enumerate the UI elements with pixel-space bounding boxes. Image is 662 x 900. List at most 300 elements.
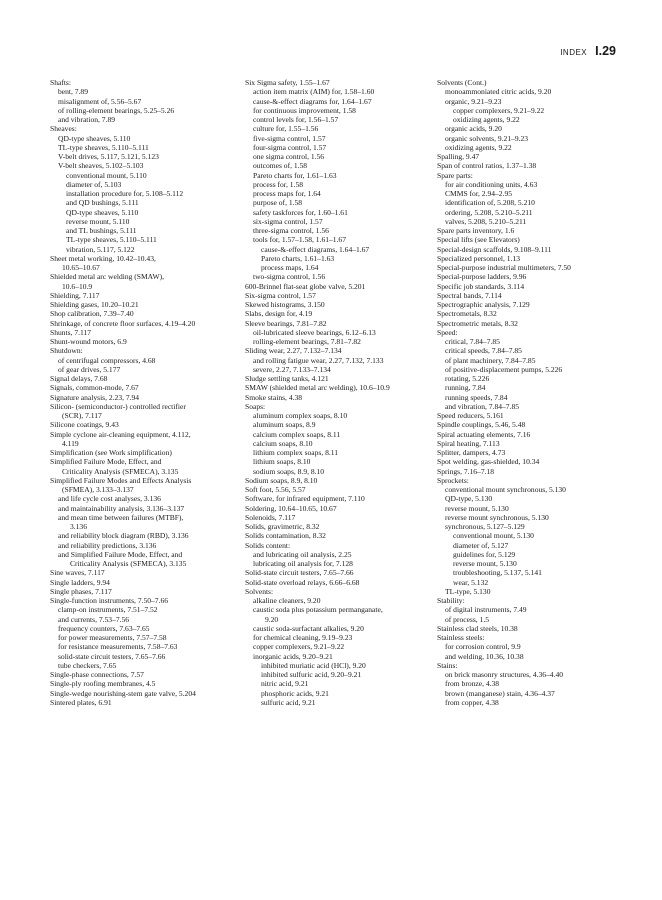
index-entry [245,97,435,106]
index-entry [245,383,435,392]
index-entry-text: running speeds, 7.84 [445,392,508,402]
index-entry-text: QD-type sheaves, 5.110 [66,207,139,217]
index-entry-text: identification of, 5.208, 5.210 [445,198,535,208]
index-entry [50,365,240,374]
index-entry [245,337,435,346]
index-entry [437,245,627,254]
index-entry [50,300,240,309]
index-entry-text: organic solvents, 9.21–9.23 [445,133,529,143]
index-entry [437,282,627,291]
index-entry-continuation: 9.20 [265,614,279,624]
index-entry-text: of plant machinery, 7.84–7.85 [445,355,536,365]
index-entry-text: Single phases, 7.117 [50,586,112,596]
index-entry [50,633,240,642]
index-entry [245,282,435,291]
index-entry-text: of digital instruments, 7.49 [445,605,527,615]
index-entry [437,402,627,411]
index-entry [437,319,627,328]
running-header [560,44,616,58]
index-entry [245,689,435,698]
index-entry [245,106,435,115]
index-entry-text: 600-Brinnel flat-seat globe valve, 5.201 [245,281,366,291]
index-entry [245,124,435,133]
index-entry [245,568,435,577]
index-entry [437,642,627,651]
index-entry [437,522,627,531]
index-entry [245,152,435,161]
index-entry [50,328,240,337]
index-entry-text: Solenoids, 7.117 [245,512,296,522]
index-entry [437,180,627,189]
index-entry [245,254,435,263]
index-entry [245,652,435,661]
index-entry-text: nitric acid, 9.21 [261,679,309,689]
index-entry-text: and reliability block diagram (RBD), 3.136 [58,531,189,541]
index-entry-text: Sleeve bearings, 7.81–7.82 [245,318,327,328]
index-entry-text: QD-type, 5.130 [445,494,493,504]
index-entry [50,513,240,532]
index-entry [50,319,240,328]
index-entry [437,485,627,494]
index-entry [245,411,435,420]
index-entry [245,300,435,309]
index-entry [437,559,627,568]
index-entry-text: Stainless steels: [437,633,485,642]
index-entry [50,235,240,244]
index-entry-text: Sheet metal working, 10.42–10.43, [50,253,156,263]
index-entry-text: one sigma control, 1.56 [253,152,325,161]
index-entry-text: tube checkers, 7.65 [58,660,117,670]
index-entry [437,217,627,226]
index-entry [50,476,240,495]
index-entry-text: Splitter, dampers, 4.73 [437,448,506,457]
index-entry-text: Shielding gases, 10.20–10.21 [50,300,139,309]
index-entry-continuation: 3.136 [70,522,87,531]
index-entry [245,319,435,328]
index-entry-text: Spiral heating, 7.113 [437,438,500,448]
index-entry-text: culture for, 1.55–1.56 [253,124,319,134]
index-entry-text: Soft foot, 5.56, 5.57 [245,485,306,494]
index-column-2 [245,78,435,707]
index-entry-text: oxidizing agents, 9.22 [453,115,520,124]
index-entry-text: cause-&-effect diagrams, 1.64–1.67 [261,244,370,254]
index-entry [50,642,240,651]
index-entry-text: clamp-on instruments, 7.51–7.52 [58,605,158,615]
index-entry [437,457,627,466]
index-entry [437,467,627,476]
index-entry [437,300,627,309]
index-entry-text: reverse mount, 5.130 [453,559,517,568]
index-entry-text: and welding, 10.36, 10.38 [445,651,524,661]
index-entry [245,208,435,217]
index-entry [50,661,240,670]
index-entry [50,97,240,106]
index-entry-text: CMMS for, 2.94–2.95 [445,189,512,198]
index-entry-text: guidelines for, 5.129 [453,549,516,559]
index-entry [245,550,435,559]
index-entry-text: Shunts, 7.117 [50,327,92,337]
index-entry-text: Solvents (Cont.) [437,78,487,87]
index-entry [245,365,435,374]
index-entry-text: Solids, gravimetric, 8.32 [245,522,320,531]
index-entry-text: Six Sigma safety, 1.55–1.67 [245,78,330,87]
index-entry [245,143,435,152]
index-entry [50,670,240,679]
index-entry-text: of gear drives, 5.177 [58,364,121,374]
index-entry-text: Smoke stains, 4.38 [245,392,303,402]
index-entry-text: SMAW (shielded metal arc welding), 10.6–10.9 [245,383,390,393]
index-entry-text: Special-purpose ladders, 9.96 [437,272,527,282]
index-entry [50,291,240,300]
index-entry-text: Pareto charts, 1.61–1.63 [261,253,335,263]
index-entry [50,596,240,605]
index-entry [50,124,240,133]
index-entry-text: Signal delays, 7.68 [50,374,108,383]
index-entry-text: Shunt-wound motors, 6.9 [50,337,127,346]
index-entry-text: safety taskforces for, 1.60–1.61 [253,207,348,217]
index-entry-text: of process, 1.5 [445,614,490,624]
index-entry-text: Solids content: [245,540,291,550]
index-entry [245,559,435,568]
index-entry-text: Spectrometals, 8.32 [437,309,497,319]
index-entry [245,171,435,180]
index-entry [437,661,627,670]
index-entry-text: for power measurements, 7.57–7.58 [58,633,167,642]
index-entry [437,420,627,429]
index-entry [245,448,435,457]
index-entry-text: five-sigma control, 1.57 [253,133,326,143]
index-entry-text: outcomes of, 1.58 [253,161,308,171]
index-entry-text: Signature analysis, 2.23, 7.94 [50,392,140,402]
index-entry [437,541,627,550]
index-entry [245,180,435,189]
index-entry [437,272,627,281]
index-entry [50,171,240,180]
index-entry-text: V-belt drives, 5.117, 5.121, 5.123 [58,152,159,161]
index-entry-text: and life cycle cost analyses, 3.136 [58,494,161,504]
index-entry-text: Speed: [437,327,458,337]
index-entry-text: Sodium soaps, 8.9, 8.10 [245,475,318,485]
index-entry [245,198,435,207]
index-entry [245,531,435,540]
index-entry-text: reverse mount, 5.110 [66,216,130,226]
index-entry [437,208,627,217]
index-entry [50,383,240,392]
index-entry [437,124,627,133]
index-entry [245,642,435,651]
index-entry [245,661,435,670]
index-entry-text: Spot welding, gas-shielded, 10.34 [437,457,540,467]
index-entry-text: and rolling fatigue wear, 2.27, 7.132, 7.133 [253,355,384,365]
index-entry [245,134,435,143]
index-entry-text: frequency counters, 7.63–7.65 [58,623,150,633]
index-entry-text: critical, 7.84–7.85 [445,337,500,346]
index-entry-text: of positive-displacement pumps, 5.226 [445,364,563,374]
index-entry [437,337,627,346]
index-entry-text: phosphoric acids, 9.21 [261,688,329,698]
index-entry [50,161,240,170]
index-entry-text: sodium soaps, 8.9, 8.10 [253,466,325,476]
index-entry-text: Sheaves: [50,124,77,134]
index-entry [437,328,627,337]
index-entry [245,494,435,503]
index-entry-text: Shielded metal arc welding (SMAW), [50,272,165,282]
index-entry [50,587,240,596]
index-entry-text: sulfuric acid, 9.21 [261,697,316,707]
index-entry-continuation: (SCR), 7.117 [62,411,102,420]
index-entry-continuation: Criticality Analysis (SFMECA), 3.135 [62,466,179,476]
index-entry [437,87,627,96]
index-entry [437,97,627,106]
index-entry [50,87,240,96]
index-entry [50,106,240,115]
index-entry [437,254,627,263]
index-entry-text: copper complexers, 9.21–9.22 [453,105,545,115]
index-entry-text: alkaline cleaners, 9.20 [253,596,321,605]
index-entry [50,152,240,161]
index-entry-text: valves, 5.208, 5.210–5.211 [445,216,527,226]
index-entry-text: misalignment of, 5.56–5.67 [58,96,142,106]
index-entry [437,161,627,170]
index-entry [245,272,435,281]
index-entry-text: Single-wedge nourishing-stem gate valve, 5.204 [50,688,196,698]
index-entry [245,504,435,513]
index-entry-text: Single-phase connections, 7.57 [50,670,144,679]
index-entry-text: TL-type, 5.130 [445,586,491,596]
index-entry [245,87,435,96]
index-entry-text: Shop calibration, 7.39–7.40 [50,309,134,319]
index-entry-text: inorganic acids, 9.20–9.21 [253,651,333,661]
index-entry [50,494,240,503]
index-entry [50,115,240,124]
index-entry [245,698,435,707]
index-entry [437,568,627,577]
index-entry-text: conventional mount, 5.110 [66,170,147,180]
index-entry [50,272,240,291]
index-entry [245,522,435,531]
index-entry-text: Sliding wear, 2.27, 7.132–7.134 [245,346,342,356]
index-entry-text: Sludge settling tanks, 4.121 [245,374,329,383]
index-entry-text: and QD bushings, 5.111 [66,198,139,208]
index-entry [245,235,435,244]
index-entry [50,254,240,273]
index-entry [437,504,627,513]
index-entry [50,226,240,235]
index-entry-text: Spiral actuating elements, 7.16 [437,429,531,439]
index-entry-text: Single-ply roofing membranes, 4.5 [50,679,156,689]
index-entry-text: Speed reducers, 5.161 [437,411,504,420]
index-entry [245,189,435,198]
index-entry-text: Stability: [437,596,465,605]
index-entry [437,633,627,642]
index-entry-text: Soaps: [245,401,266,411]
index-entry-text: on brick masonry structures, 4.36–4.40 [445,670,564,679]
index-entry [437,439,627,448]
page-number: I.29 [595,44,616,58]
index-entry [437,430,627,439]
index-entry [245,328,435,337]
index-entry [437,152,627,161]
index-entry-text: and mean time between failures (MTBF), [58,512,184,522]
index-entry-text: and TL bushings, 5.111 [66,226,137,235]
index-entry-text: Skewed histograms, 3.150 [245,300,325,309]
index-entry-text: inhibited muriatic acid (HCl), 9.20 [261,660,366,670]
index-entry-text: six-sigma control, 1.57 [253,216,323,226]
index-entry [50,605,240,614]
index-entry-text: for chemical cleaning, 9.19–9.23 [253,633,353,642]
index-entry [245,291,435,300]
index-entry [50,531,240,540]
index-entry [437,615,627,624]
index-entry-text: Sine waves, 7.117 [50,568,105,578]
index-entry-text: from copper, 4.38 [445,697,499,707]
index-entry [50,78,240,87]
index-entry [50,402,240,421]
index-entry-text: oxidizing agents, 9.22 [445,142,512,152]
index-entry [50,698,240,707]
index-entry [245,217,435,226]
index-entry-text: Simplification (see Work simplification) [50,448,172,457]
index-entry [437,494,627,503]
index-entry-text: wear, 5.132 [453,577,489,587]
index-entry [437,652,627,661]
index-entry [437,346,627,355]
index-entry-text: conventional mount, 5.130 [453,531,534,541]
index-entry [437,596,627,605]
index-entry-text: process maps, 1.64 [261,263,319,272]
index-entry-text: rotating, 5.226 [445,374,490,383]
index-entry [437,578,627,587]
index-entry-text: process maps for, 1.64 [253,189,321,198]
index-entry-text: and reliability predictions, 3.136 [58,540,157,550]
index-entry-text: brown (manganese) stain, 4.36–4.37 [445,688,555,698]
index-entry-text: Pareto charts for, 1.61–1.63 [253,170,337,180]
index-entry [50,504,240,513]
index-entry [437,679,627,688]
index-entry-continuation: 4.119 [62,438,79,448]
index-entry [437,115,627,124]
index-entry-text: bent, 7.89 [58,87,88,97]
index-entry-text: synchronous, 5.127–5.129 [445,522,525,531]
index-entry-text: aluminum soaps, 8.9 [253,420,316,430]
index-entry-text: control levels for, 1.56–1.57 [253,115,339,124]
index-entry-text: Slabs, design for, 4.19 [245,309,313,319]
index-entry-text: calcium soaps, 8.10 [253,438,313,448]
index-entry-text: and currents, 7.53–7.56 [58,614,130,624]
index-entry [437,587,627,596]
index-entry-text: Single-function instruments, 7.50–7.66 [50,596,169,605]
index-entry-text: and Simplified Failure Mode, Effect, and [58,549,183,559]
index-entry [437,309,627,318]
index-entry-text: Solids contamination, 8.32 [245,531,326,541]
index-entry-text: critical speeds, 7.84–7.85 [445,346,522,356]
index-entry-text: calcium complex soaps, 8.11 [253,429,341,439]
index-entry-text: three-sigma control, 1.56 [253,226,329,235]
index-entry-text: lithium complex soaps, 8.11 [253,448,339,457]
index-entry-text: Spectrographic analysis, 7.129 [437,300,530,309]
index-column-1 [50,78,240,707]
index-entry [437,78,627,87]
index-entry-continuation: (SFMEA), 3.133–3.137 [62,485,134,494]
index-entry [245,476,435,485]
index-entry-text: reverse mount, 5.130 [445,503,509,513]
index-entry-text: diameter of, 5.103 [66,179,122,189]
index-entry [437,171,627,180]
index-entry-text: Specific job standards, 3.114 [437,281,525,291]
index-entry [245,587,435,596]
index-entry-text: solid-state circuit testers, 7.65–7.66 [58,651,166,661]
index-entry [437,605,627,614]
index-entry-text: Spectral bands, 7.114 [437,290,502,300]
index-entry [50,430,240,449]
index-entry [50,208,240,217]
index-entry-text: installation procedure for, 5.108–5.112 [66,189,184,198]
index-entry [437,411,627,420]
index-entry-text: lithium soaps, 8.10 [253,457,311,467]
index-entry-text: lubricating oil analysis for, 7.128 [253,559,353,568]
index-entry-text: Shutdown: [50,346,83,356]
index-entry-text: severe, 2.27, 7.133–7.134 [253,364,331,374]
index-entry-text: V-belt sheaves, 5.102–5.103 [58,161,144,171]
index-entry [245,513,435,522]
index-entry [245,420,435,429]
index-entry-text: diameter of, 5.127 [453,540,509,550]
index-entry [437,291,627,300]
index-entry-text: oil-lubricated sleeve bearings, 6.12–6.13 [253,327,376,337]
index-entry-text: Solid-state overload relays, 6.66–6.68 [245,577,360,587]
index-entry [245,402,435,411]
index-entry-text: Spare parts inventory, 1.6 [437,226,515,235]
index-entry [437,356,627,365]
index-entry [437,670,627,679]
index-entry [245,78,435,87]
index-entry-text: and lubricating oil analysis, 2.25 [253,549,352,559]
index-entry-text: Special lifts (see Elevators) [437,235,520,245]
index-entry [50,420,240,429]
index-entry [50,457,240,476]
index-entry-text: Spalling, 9.47 [437,152,480,161]
index-entry-text: copper complexers, 9.21–9.22 [253,642,345,652]
index-entry-text: caustic soda-surfactant alkalies, 9.20 [253,623,364,633]
index-entry-continuation: 10.6–10.9 [62,281,93,291]
index-entry [245,670,435,679]
index-entry-text: Software, for infrared equipment, 7.110 [245,494,365,504]
index-entry-text: of rolling-element bearings, 5.25–5.26 [58,105,175,115]
index-entry [245,430,435,439]
index-entry-text: organic, 9.21–9.23 [445,96,502,106]
index-entry-text: Soldering, 10.64–10.65, 10.67 [245,503,337,513]
index-entry-text: monoammoniated citric acids, 9.20 [445,87,552,97]
index-entry-text: Springs, 7.16–7.18 [437,466,495,476]
index-entry-text: for continuous improvement, 1.58 [253,105,356,115]
index-entry-text: for air conditioning units, 4.63 [445,179,538,189]
index-entry-text: ordering, 5.208, 5.210–5.211 [445,207,533,217]
index-entry [50,189,240,198]
index-entry [50,615,240,624]
index-entry [437,513,627,522]
index-entry [50,198,240,207]
index-entry [245,679,435,688]
index-entry-text: Six-sigma control, 1.57 [245,290,316,300]
index-entry [437,263,627,272]
index-entry-text: Sprockets: [437,475,469,485]
index-entry-text: tools for, 1.57–1.58, 1.61–1.67 [253,235,346,245]
index-entry [437,624,627,633]
index-entry [437,134,627,143]
index-entry [437,198,627,207]
index-entry [50,245,240,254]
index-entry-text: purpose of, 1.58 [253,198,303,208]
